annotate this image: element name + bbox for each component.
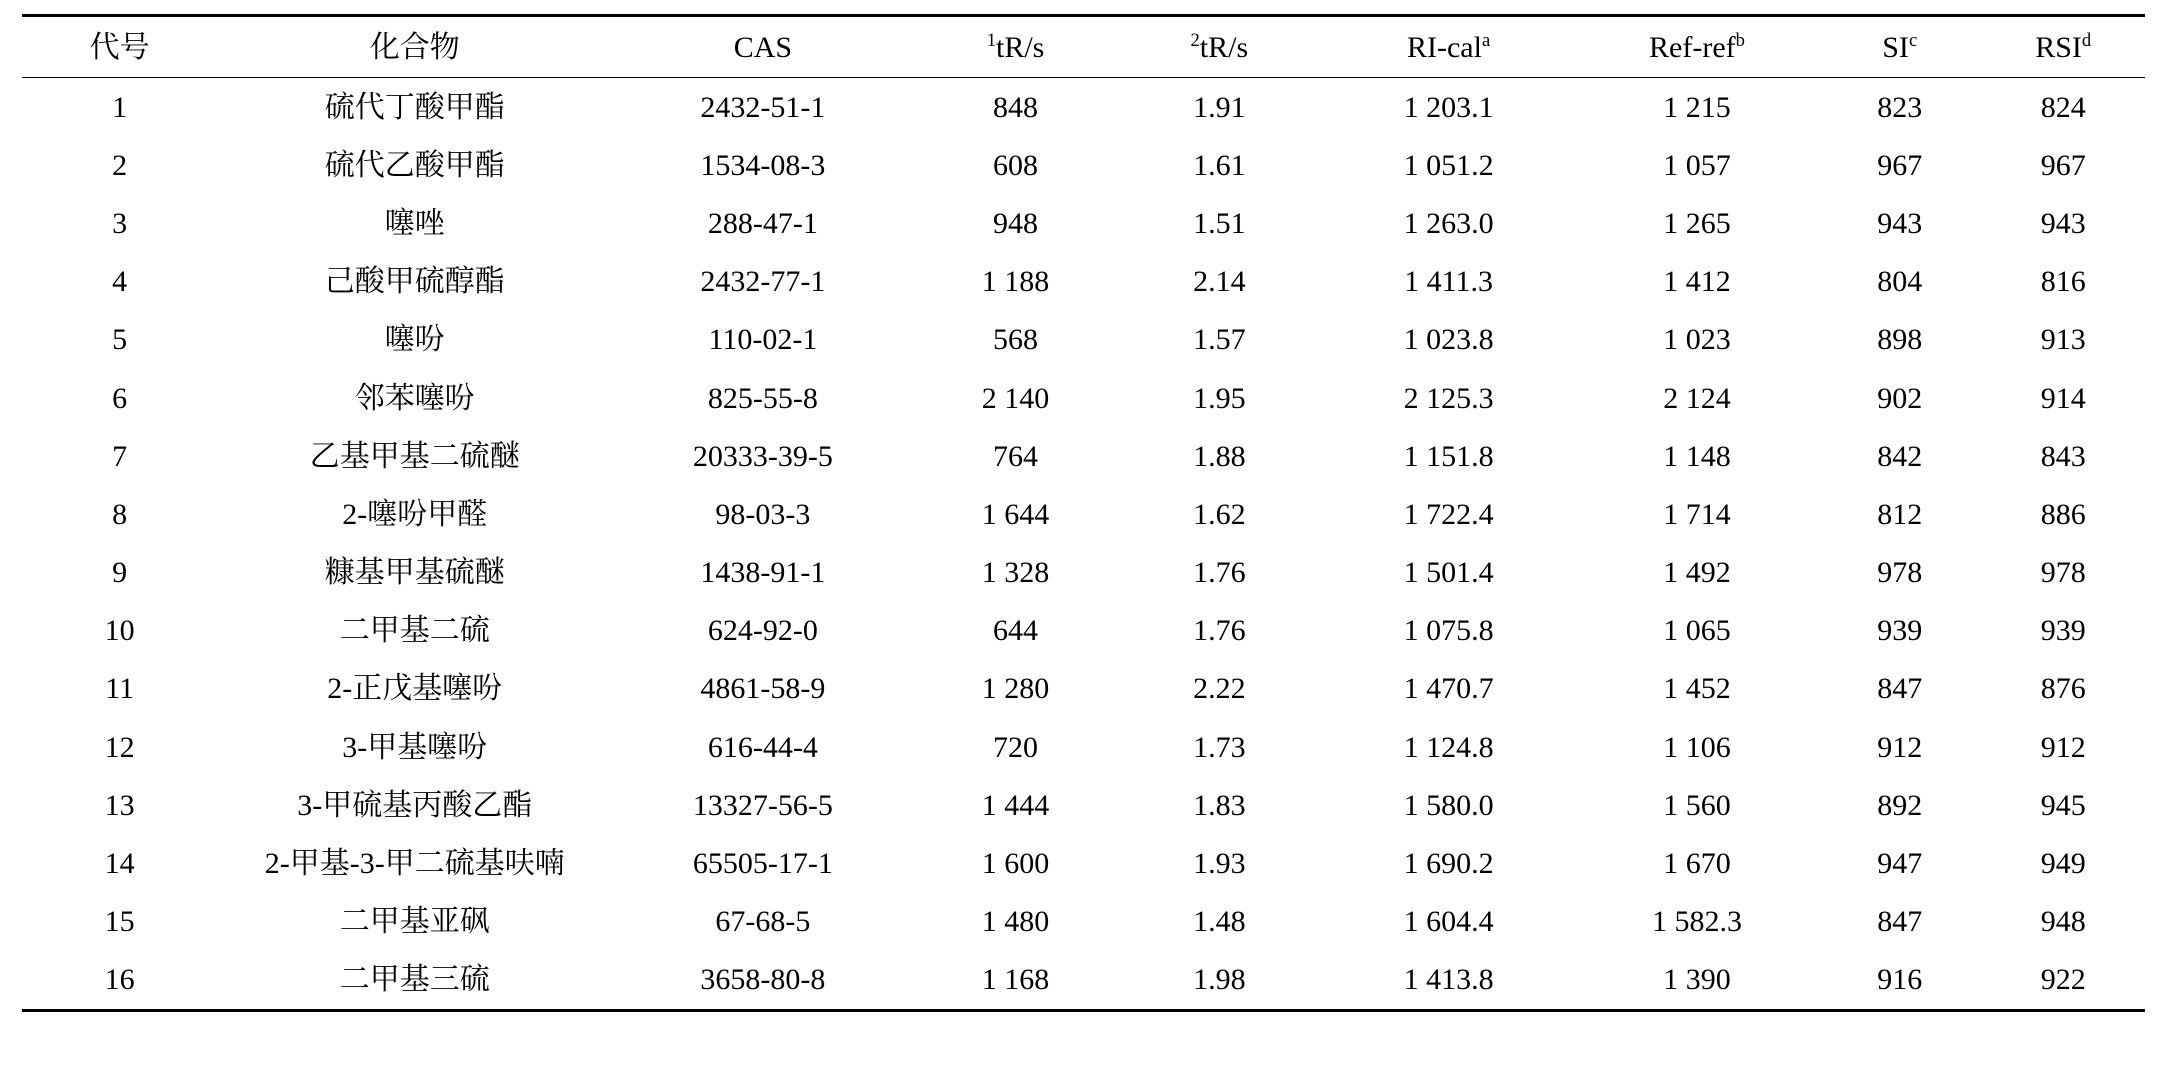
table-row: [22, 78, 2145, 137]
cell-cas: 1534-08-3: [700, 148, 826, 182]
cell-tr2: 1.73: [1193, 730, 1246, 764]
column-header-label: RSI: [2035, 30, 2082, 64]
cell-si: 847: [1877, 905, 1923, 939]
cell-tr1: 1 328: [981, 556, 1050, 590]
cell-tr2: 1.93: [1193, 847, 1246, 881]
cell-tr2: 1.62: [1193, 497, 1246, 531]
cell-tr1: 1 444: [981, 788, 1050, 822]
cell-tr1: 1 600: [981, 847, 1050, 881]
cell-code: 1: [112, 90, 128, 124]
column-header-code: [22, 16, 217, 78]
cell-refref: 1 265: [1663, 206, 1731, 240]
cell-tr1: 1 168: [914, 951, 1118, 1011]
table-row: [22, 485, 2145, 543]
cell-cas: 3658-80-8: [612, 951, 913, 1011]
cell-rsi: 978: [2040, 556, 2086, 590]
cell-cmpd: 乙基甲基二硫醚: [309, 439, 520, 473]
cell-rical: 1 413.8: [1321, 951, 1576, 1011]
column-header-label: Ref-ref: [1649, 30, 1736, 64]
cell-rical: 1 124.8: [1403, 730, 1494, 764]
column-header-rical: [1321, 16, 1576, 78]
cell-rical: 1 690.2: [1403, 847, 1494, 881]
column-header-si: [1818, 16, 1981, 78]
column-header-prefix: 2: [1190, 29, 1200, 51]
cell-si: 823: [1877, 90, 1923, 124]
cell-si: 812: [1877, 497, 1923, 531]
cell-code: 10: [104, 614, 135, 648]
cell-tr1: 1 480: [981, 905, 1050, 939]
cell-code: 3: [112, 206, 128, 240]
table-row: [22, 311, 2145, 369]
cell-tr2: 1.98: [1117, 951, 1321, 1011]
cell-cmpd: 己酸甲硫醇酯: [324, 265, 505, 299]
cell-rical: 1 580.0: [1403, 788, 1494, 822]
table-row: [22, 369, 2145, 427]
cell-rsi: 876: [2040, 672, 2086, 706]
cell-tr2: 1.83: [1193, 788, 1246, 822]
cell-tr1: 2 140: [981, 381, 1050, 415]
cell-code: 12: [104, 730, 135, 764]
cell-code: 15: [104, 905, 135, 939]
cell-code: 11: [105, 672, 135, 706]
table-body: [22, 78, 2145, 1011]
cell-rsi: 914: [2040, 381, 2086, 415]
column-header-footnote-marker: b: [1735, 29, 1745, 51]
header-row: [22, 16, 2145, 78]
table-row: [22, 136, 2145, 194]
cell-si: 916: [1818, 951, 1981, 1011]
cell-refref: 2 124: [1663, 381, 1731, 415]
cell-refref: 1 065: [1663, 614, 1731, 648]
cell-rsi: 824: [2040, 90, 2086, 124]
table-row: [22, 253, 2145, 311]
table-row: [22, 427, 2145, 485]
cell-si: 892: [1877, 788, 1923, 822]
cell-rical: 1 203.1: [1403, 90, 1494, 124]
cell-si: 912: [1877, 730, 1923, 764]
cell-rsi: 945: [2040, 788, 2086, 822]
cell-cmpd: 二甲基亚砜: [339, 905, 490, 939]
cell-cas: 20333-39-5: [692, 439, 833, 473]
cell-rical: 1 604.4: [1403, 905, 1494, 939]
cell-cas: 65505-17-1: [692, 847, 833, 881]
cell-rsi: 948: [2040, 905, 2086, 939]
cell-si: 847: [1877, 672, 1923, 706]
cell-tr2: 1.76: [1193, 614, 1246, 648]
cell-tr2: 1.48: [1193, 905, 1246, 939]
cell-cas: 110-02-1: [708, 323, 818, 357]
table-header: [22, 16, 2145, 78]
cell-code: 2: [112, 148, 128, 182]
cell-refref: 1 106: [1663, 730, 1731, 764]
table-row: [22, 544, 2145, 602]
column-header-label: tR/s: [996, 30, 1045, 64]
cell-rical: 1 263.0: [1403, 206, 1494, 240]
table-row: [22, 718, 2145, 776]
cell-tr1: 568: [993, 323, 1039, 357]
cell-tr1: 1 280: [981, 672, 1050, 706]
column-header-label: SI: [1882, 30, 1909, 64]
cell-refref: 1 670: [1663, 847, 1731, 881]
column-header-label: RI-cal: [1406, 30, 1482, 64]
table-row: [22, 602, 2145, 660]
cell-rical: 1 470.7: [1403, 672, 1494, 706]
cell-cmpd: 糠基甲基硫醚: [324, 556, 505, 590]
cell-tr2: 2.22: [1193, 672, 1246, 706]
cell-si: 804: [1877, 265, 1923, 299]
cell-rsi: 943: [2040, 206, 2086, 240]
cell-cas: 1438-91-1: [700, 556, 826, 590]
table-row: [22, 951, 2145, 1011]
column-header-footnote-marker: a: [1481, 29, 1491, 51]
cell-code: 9: [112, 556, 128, 590]
cell-tr2: 1.51: [1193, 206, 1246, 240]
cell-rical: 1 023.8: [1403, 323, 1494, 357]
cell-code: 4: [112, 265, 128, 299]
cell-cmpd: 3-甲硫基丙酸乙酯: [297, 788, 533, 822]
cell-refref: 1 582.3: [1651, 905, 1742, 939]
cell-cas: 288-47-1: [707, 206, 818, 240]
compounds-table: [22, 14, 2145, 1012]
cell-rsi: 939: [2040, 614, 2086, 648]
column-header-refref: [1576, 16, 1818, 78]
cell-rsi: 816: [2040, 265, 2086, 299]
cell-tr1: 948: [993, 206, 1039, 240]
cell-tr2: 1.61: [1193, 148, 1246, 182]
cell-tr2: 1.76: [1193, 556, 1246, 590]
cell-refref: 1 215: [1663, 90, 1731, 124]
cell-cas: 2432-77-1: [700, 265, 826, 299]
cell-rical: 1 722.4: [1403, 497, 1494, 531]
cell-si: 898: [1877, 323, 1923, 357]
cell-cas: 13327-56-5: [692, 788, 833, 822]
cell-rsi: 949: [2040, 847, 2086, 881]
cell-rical: 1 051.2: [1403, 148, 1494, 182]
cell-tr2: 1.57: [1193, 323, 1246, 357]
cell-rical: 2 125.3: [1403, 381, 1494, 415]
table-row: [22, 660, 2145, 718]
cell-si: 902: [1877, 381, 1923, 415]
cell-code: 13: [104, 788, 135, 822]
cell-cmpd: 3-甲基噻吩: [342, 730, 488, 764]
cell-refref: 1 023: [1663, 323, 1731, 357]
cell-si: 943: [1877, 206, 1923, 240]
table-row: [22, 776, 2145, 834]
cell-refref: 1 560: [1663, 788, 1731, 822]
cell-tr2: 2.14: [1193, 265, 1246, 299]
cell-code: 5: [112, 323, 128, 357]
cell-cmpd: 2-甲基-3-甲二硫基呋喃: [264, 847, 565, 881]
cell-cas: 2432-51-1: [700, 90, 826, 124]
cell-cmpd: 邻苯噻吩: [354, 381, 475, 415]
cell-rsi: 967: [2040, 148, 2086, 182]
column-header-label: 化合物: [369, 30, 460, 64]
column-header-tr1: [914, 16, 1118, 78]
cell-refref: 1 057: [1663, 148, 1731, 182]
cell-refref: 1 492: [1663, 556, 1731, 590]
cell-rsi: 843: [2040, 439, 2086, 473]
cell-tr1: 644: [993, 614, 1039, 648]
cell-si: 947: [1877, 847, 1923, 881]
cell-code: 7: [112, 439, 128, 473]
cell-tr2: 1.91: [1193, 90, 1246, 124]
cell-cas: 4861-58-9: [700, 672, 826, 706]
cell-cmpd: 二甲基二硫: [339, 614, 490, 648]
column-header-cmpd: [217, 16, 612, 78]
cell-cmpd: 2-正戊基噻吩: [327, 672, 503, 706]
column-header-cas: [612, 16, 913, 78]
cell-code: 16: [22, 951, 217, 1011]
cell-code: 6: [112, 381, 128, 415]
cell-cmpd: 二甲基三硫: [217, 951, 612, 1011]
column-header-label: CAS: [733, 30, 793, 64]
cell-tr1: 720: [993, 730, 1039, 764]
cell-cas: 616-44-4: [707, 730, 818, 764]
table-row: [22, 194, 2145, 252]
column-header-prefix: 1: [986, 29, 996, 51]
cell-si: 939: [1877, 614, 1923, 648]
table-row: [22, 834, 2145, 892]
cell-rsi: 886: [2040, 497, 2086, 531]
cell-refref: 1 452: [1663, 672, 1731, 706]
column-header-tr2: [1117, 16, 1321, 78]
cell-tr1: 764: [993, 439, 1039, 473]
cell-cmpd: 噻唑: [384, 206, 445, 240]
cell-rical: 1 075.8: [1403, 614, 1494, 648]
cell-rical: 1 411.3: [1404, 265, 1494, 299]
column-header-footnote-marker: c: [1908, 29, 1918, 51]
cell-refref: 1 412: [1663, 265, 1731, 299]
cell-tr1: 1 644: [981, 497, 1050, 531]
cell-cmpd: 噻吩: [384, 323, 445, 357]
column-header-label: tR/s: [1199, 30, 1249, 64]
cell-tr1: 1 188: [981, 265, 1050, 299]
cell-rsi: 922: [1981, 951, 2145, 1011]
cell-refref: 1 390: [1576, 951, 1818, 1011]
cell-cas: 825-55-8: [707, 381, 818, 415]
cell-rical: 1 151.8: [1403, 439, 1494, 473]
cell-rsi: 913: [2040, 323, 2086, 357]
cell-cmpd: 硫代丁酸甲酯: [324, 90, 505, 124]
cell-tr1: 608: [993, 148, 1039, 182]
cell-si: 842: [1877, 439, 1923, 473]
cell-cas: 67-68-5: [715, 905, 811, 939]
cell-cmpd: 硫代乙酸甲酯: [324, 148, 505, 182]
cell-si: 978: [1877, 556, 1923, 590]
cell-refref: 1 148: [1663, 439, 1731, 473]
cell-cas: 624-92-0: [707, 614, 818, 648]
cell-tr2: 1.88: [1193, 439, 1246, 473]
cell-cmpd: 2-噻吩甲醛: [342, 497, 488, 531]
cell-tr1: 848: [993, 90, 1039, 124]
column-header-label: 代号: [89, 30, 150, 64]
column-header-rsi: [1981, 16, 2145, 78]
column-header-footnote-marker: d: [2081, 29, 2092, 51]
cell-code: 14: [104, 847, 135, 881]
table-row: [22, 893, 2145, 951]
cell-code: 8: [112, 497, 128, 531]
cell-rical: 1 501.4: [1403, 556, 1494, 590]
cell-rsi: 912: [2040, 730, 2086, 764]
cell-si: 967: [1877, 148, 1923, 182]
cell-cas: 98-03-3: [715, 497, 811, 531]
cell-refref: 1 714: [1663, 497, 1731, 531]
cell-tr2: 1.95: [1193, 381, 1246, 415]
